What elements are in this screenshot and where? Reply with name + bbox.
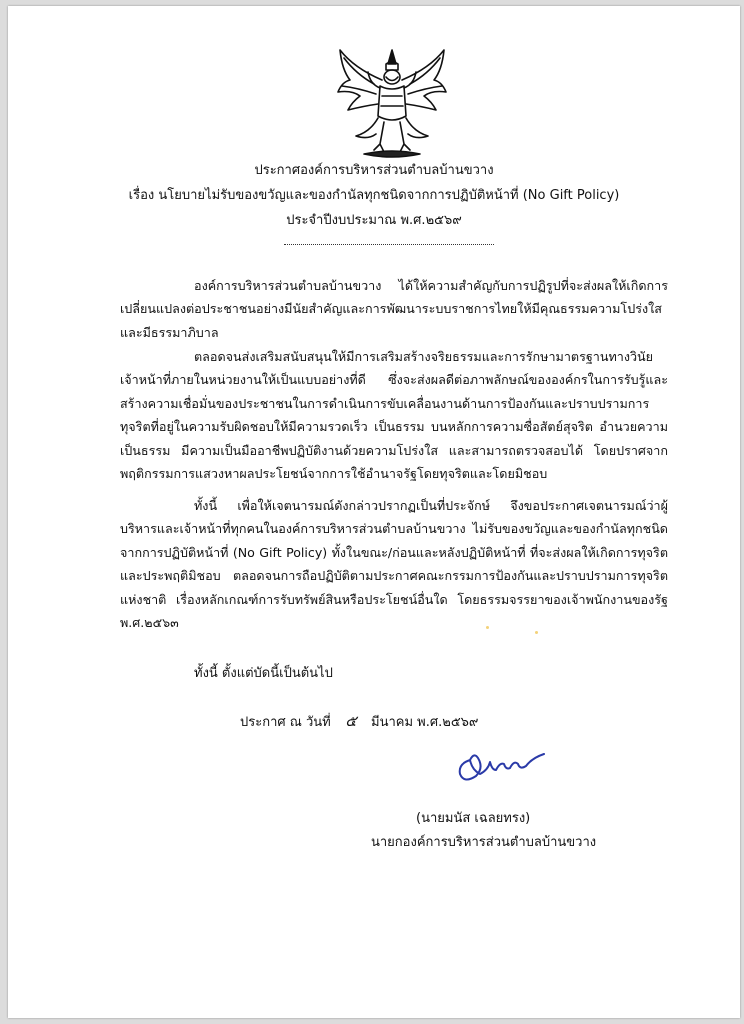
- garuda-emblem-icon: [334, 44, 450, 162]
- paragraph-3: ทั้งนี้ เพื่อให้เจตนารมณ์ดังกล่าวปรากฏเป็นที่ประจักษ์ จึงขอประกาศเจตนารมณ์ว่าผู้บริหารและเจ้าหน้าที่ทุกคนในองค์การบริหารส่วนตำบลบ้านขวาง ไม่รับของขวัญและของกำนัลทุกชนิดจากการปฏิบัติหน้าที่ (No Gift Policy) ทั้งในขณะ/ก่อนและหลังปฏิบัติหน้าที่ ที่จะส่งผลให้เกิดการทุจริตและประพฤติมิชอบ ตลอดจนการถือปฏิบัติตามประกาศคณะกรรมการป้องกันและปราบปรามการทุจริตแห่งชาติ เรื่องหลักเกณฑ์การรับทรัพย์สินหรือประโยชน์อื่นใด โดยธรรมจรรยาของเจ้าพนักงานของรัฐ พ.ศ.๒๕๖๓: [120, 498, 668, 631]
- handwritten-signature: [454, 740, 548, 790]
- announcement-header: ประกาศองค์การบริหารส่วนตำบลบ้านขวาง: [254, 163, 494, 178]
- fiscal-year: ประจำปีงบประมาณ พ.ศ.๒๕๖๙: [286, 213, 462, 228]
- date-prefix: ประกาศ ณ วันที่: [240, 715, 331, 730]
- document-page: [8, 6, 740, 1018]
- signer-name: (นายมนัส เฉลยทรง): [416, 811, 531, 826]
- announcement-subject: เรื่อง นโยบายไม่รับของขวัญและของกำนัลทุกชนิดจากการปฏิบัติหน้าที่ (No Gift Policy): [128, 188, 620, 203]
- announcement-date: [240, 709, 478, 733]
- ink-speck: [486, 626, 489, 629]
- effective-statement: ทั้งนี้ ตั้งแต่บัดนี้เป็นต้นไป: [194, 666, 333, 681]
- paragraph-1: องค์การบริหารส่วนตำบลบ้านขวาง ได้ให้ความสำคัญกับการปฏิรูปที่จะส่งผลให้เกิดการเปลี่ยนแปลงต่อประชาชนอย่างมีนัยสำคัญและการพัฒนาระบบราชการไทยให้มีคุณธรรมความโปร่งใสและมีธรรมาภิบาล: [120, 278, 668, 340]
- date-month-year: มีนาคม พ.ศ.๒๕๖๙: [371, 715, 479, 730]
- signer-position: นายกองค์การบริหารส่วนตำบลบ้านขวาง: [371, 835, 597, 850]
- date-day: ๕: [345, 712, 357, 730]
- dotted-divider: [284, 244, 494, 245]
- ink-speck: [535, 631, 538, 634]
- paragraph-2: ตลอดจนส่งเสริมสนับสนุนให้มีการเสริมสร้างจริยธรรมและการรักษามาตรฐานทางวินัยเจ้าหน้าที่ภายในหน่วยงานให้เป็นแบบอย่างที่ดี ซึ่งจะส่งผลดีต่อภาพลักษณ์ขององค์กรในการรับรู้และสร้างความเชื่อมั่นของประชาชนในการดำเนินการขับเคลื่อนงานด้านการป้องกันและปราบปรามการทุจริตที่อยู่ในความรับผิดชอบให้มีความรวดเร็ว เป็นธรรม บนหลักการความซื่อสัตย์สุจริต อำนวยความเป็นธรรม มีความเป็นมืออาชีพปฏิบัติงานด้วยความโปร่งใส และสามารถตรวจสอบได้ โดยปราศจากพฤติกรรมการแสวงหาผลประโยชน์จากการใช้อำนาจรัฐโดยทุจริตและโดยมิชอบ: [120, 349, 668, 482]
